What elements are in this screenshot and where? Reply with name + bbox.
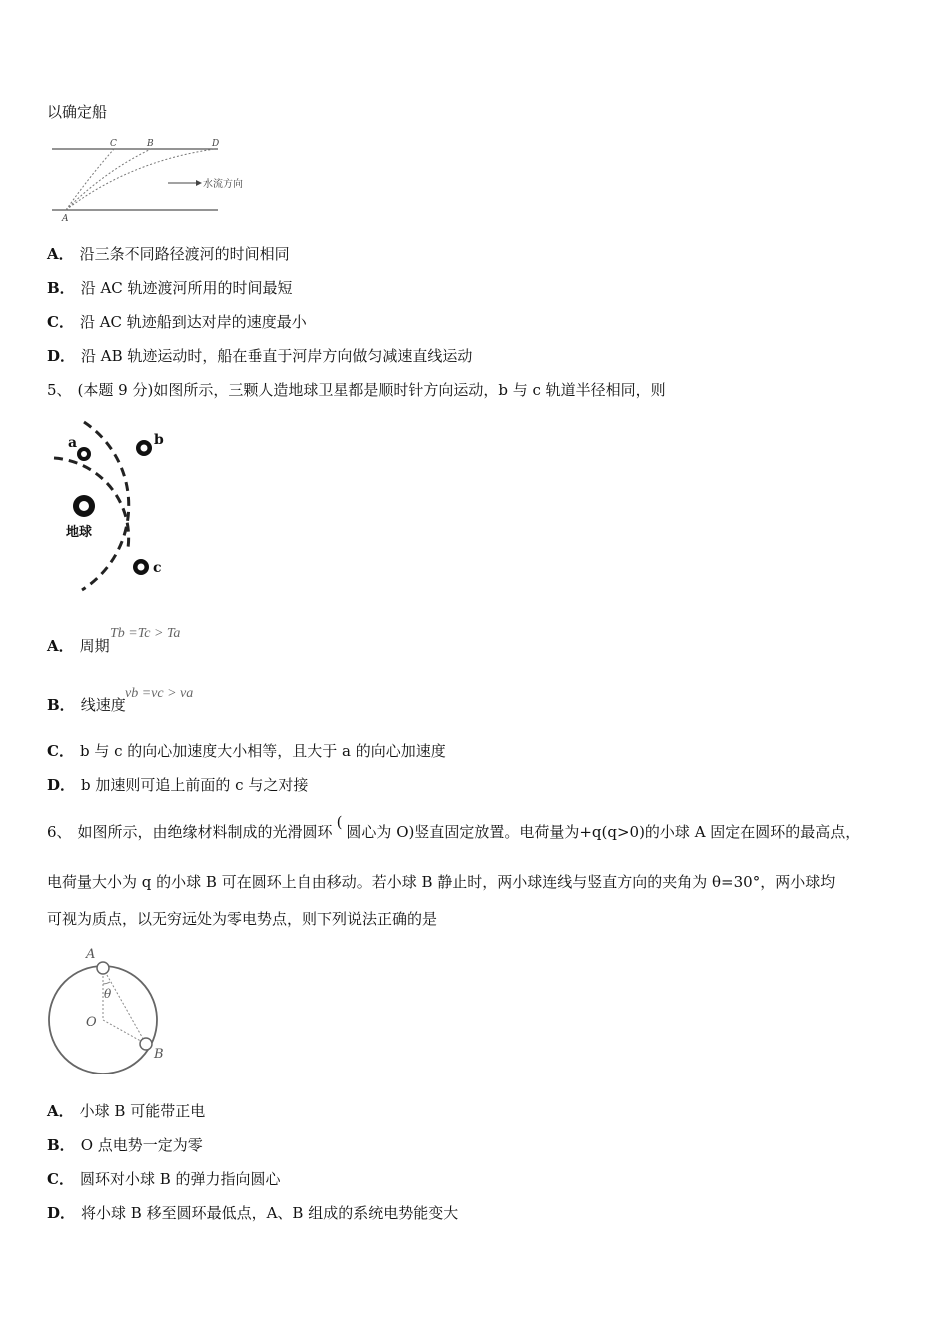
ball-b — [140, 1038, 152, 1050]
angle-arc — [103, 982, 110, 984]
q5-option-d[interactable]: D． b 加速则可追上前面的 c 与之对接 — [47, 776, 309, 794]
q6-stem-line3: 可视为质点，以无穷远处为零电势点，则下列说法正确的是 — [47, 910, 438, 928]
q5-stem: 5、 (本题 9 分)如图所示，三颗人造地球卫星都是顺时针方向运动，b 与 c 轨道半径相同，则 — [47, 381, 666, 399]
ring-figure — [46, 942, 176, 1074]
label-sat-a: a — [68, 435, 78, 451]
label-sat-b: b — [154, 432, 164, 448]
q6-option-c[interactable]: C． 圆环对小球 B 的弹力指向圆心 — [47, 1170, 281, 1188]
q4-option-a[interactable]: A． 沿三条不同路径渡河的时间相同 — [47, 245, 290, 263]
flow-direction-label: 水流方向 — [203, 179, 243, 190]
q6-option-d[interactable]: D． 将小球 B 移至圆环最低点，A、B 组成的系统电势能变大 — [47, 1204, 459, 1222]
earth-label: 地球 — [66, 525, 93, 540]
satellite-b-center — [141, 445, 148, 452]
q4-option-d[interactable]: D． 沿 AB 轨迹运动时，船在垂直于河岸方向做匀减速直线运动 — [47, 347, 473, 365]
earth-dot-center — [79, 501, 89, 511]
satellite-orbits-figure — [52, 418, 177, 596]
label-c: C — [110, 139, 117, 149]
q6-option-a[interactable]: A． 小球 B 可能带正电 — [47, 1102, 206, 1120]
q5-formula-a: Tb =Tc > Ta — [110, 626, 181, 641]
path-ac — [66, 149, 114, 210]
q4-option-b[interactable]: B． 沿 AC 轨迹渡河所用的时间最短 — [47, 279, 293, 297]
q6-stem-line2: 电荷量大小为 q 的小球 B 可在圆环上自由移动。若小球 B 静止时，两小球连线与竖直方向的夹角为 θ=30°，两小球均 — [47, 873, 836, 891]
flow-arrow-head — [196, 180, 202, 186]
satellite-a-center — [81, 451, 87, 457]
q4-option-c[interactable]: C． 沿 AC 轨迹船到达对岸的速度最小 — [47, 313, 307, 331]
label-theta: θ — [104, 987, 112, 1001]
ball-a — [97, 962, 109, 974]
q5-option-c[interactable]: C． b 与 c 的向心加速度大小相等，且大于 a 的向心加速度 — [47, 742, 446, 760]
satellite-c-center — [138, 564, 145, 571]
river-crossing-figure — [50, 136, 260, 224]
q6-option-b[interactable]: B． O 点电势一定为零 — [47, 1136, 203, 1154]
q5-formula-b: vb =vc > va — [125, 686, 194, 701]
label-d: D — [212, 139, 220, 149]
q6-stem-line1: 6、 如图所示，由绝缘材料制成的光滑圆环(圆心为 O)竖直固定放置。电荷量为+q(q>0)的小球 A 固定在圆环的最高点， — [47, 813, 861, 841]
q5-option-a[interactable]: A． 周期 — [47, 637, 110, 655]
label-ball-b: B — [154, 1047, 164, 1062]
intro-tail: 以确定船 — [47, 103, 108, 121]
label-center-o: O — [86, 1015, 97, 1030]
label-ball-a: A — [86, 947, 96, 962]
q5-option-b[interactable]: B． 线速度 — [47, 696, 126, 714]
label-a: A — [62, 214, 69, 224]
path-ab — [66, 149, 151, 210]
label-sat-c: c — [153, 560, 162, 576]
label-b: B — [147, 139, 154, 149]
